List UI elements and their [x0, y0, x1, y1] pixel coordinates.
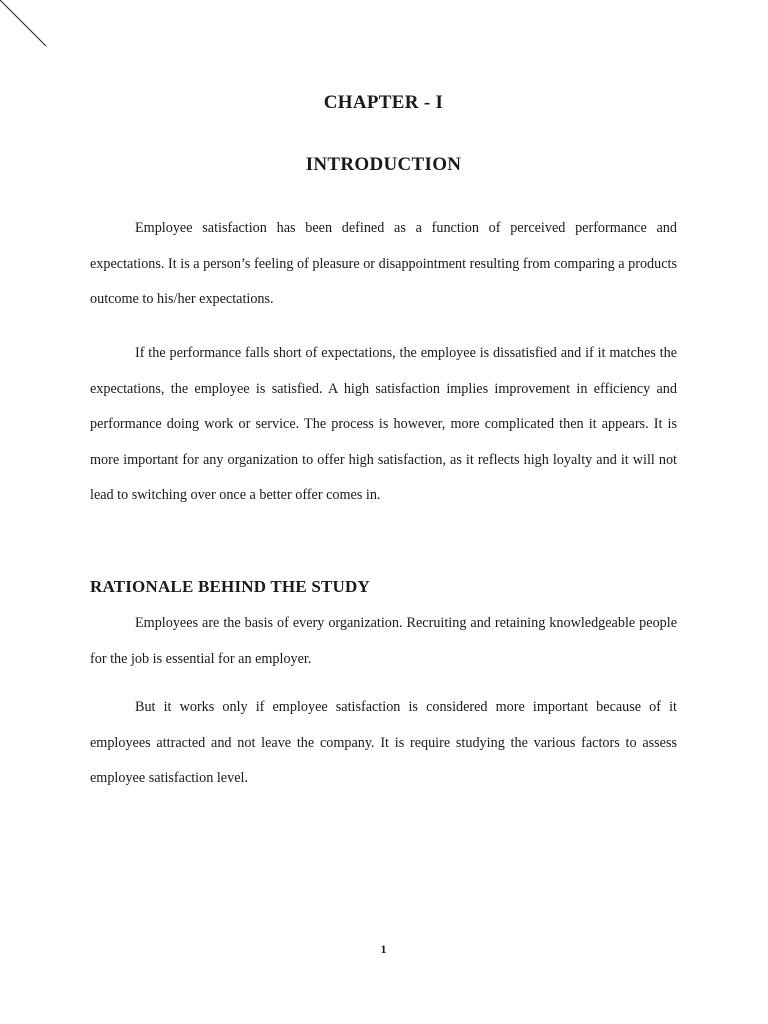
page-number: 1 — [380, 942, 387, 956]
section-title: INTRODUCTION — [305, 154, 462, 175]
intro-paragraph-2: If the performance falls short of expectations, the employee is dissatisfied and if it matches the expectations, the employee is satisfied. A high satisfaction implies improvement in efficiency and performance doing work or service. The process is however, more complicated then it appears. It is more important for any organization to offer high satisfaction, as it reflects high loyalty and it will not lead to switching over once a better offer comes in. — [90, 345, 677, 503]
rationale-paragraph-2: But it works only if employee satisfaction is considered more important because of it employees attracted and not leave the company. It is require studying the various factors to assess employee satisfaction level. — [90, 699, 677, 786]
chapter-title: CHAPTER - I — [323, 92, 444, 113]
corner-crop-mark — [0, 0, 50, 50]
document-page — [90, 0, 677, 1024]
intro-paragraph-1: Employee satisfaction has been defined as a function of perceived performance and expectations. It is a person’s feeling of pleasure or disappointment resulting from comparing a products outcome to his/her expectations. — [90, 220, 677, 307]
rationale-heading: RATIONALE BEHIND THE STUDY — [90, 577, 370, 596]
rationale-paragraph-1: Employees are the basis of every organization. Recruiting and retaining knowledgeable people for the job is essential for an employer. — [90, 615, 677, 667]
